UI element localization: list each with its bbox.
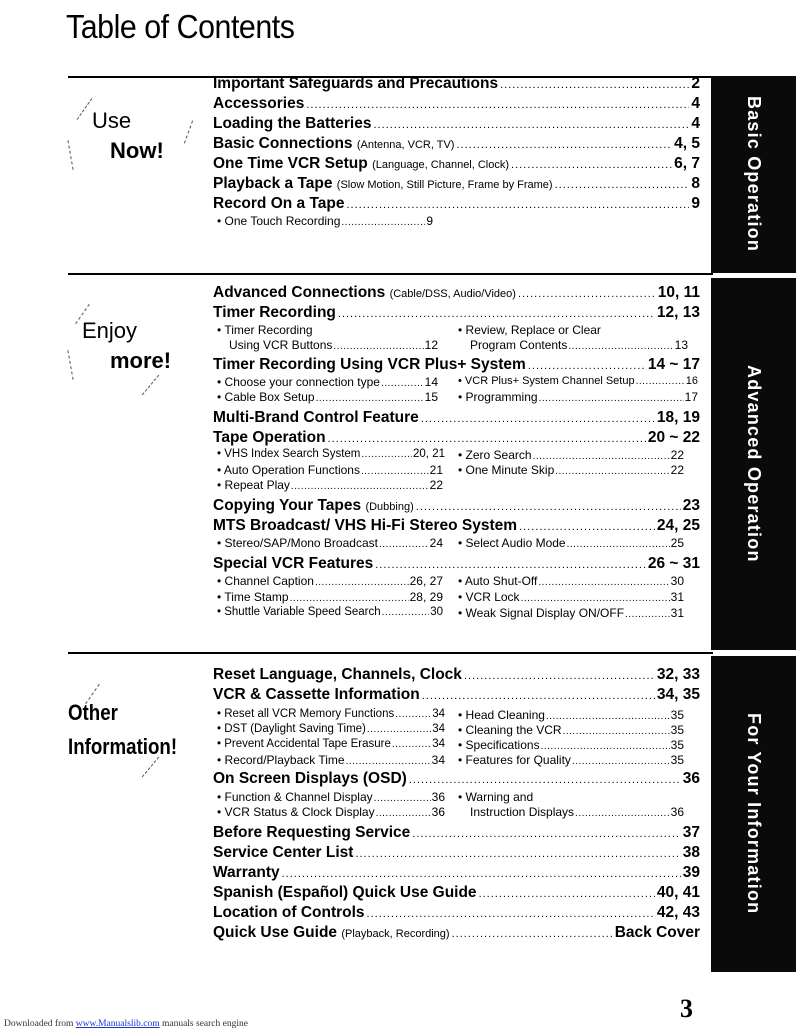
toc-subentry[interactable]: • Timer Recording <box>217 323 313 337</box>
toc-subentry[interactable]: • One Touch Recording ..... 9 <box>217 214 433 228</box>
toc-subentry[interactable]: • VCR Plus+ System Channel Setup ..... 16 <box>458 375 698 387</box>
toc-subentry[interactable]: • Shuttle Variable Speed Search ..... 30 <box>217 606 443 618</box>
section-divider <box>68 652 713 654</box>
toc-entry[interactable]: Playback a Tape (Slow Motion, Still Picture, Frame by Frame) ..... 8 <box>213 175 700 193</box>
toc-subentry[interactable]: • Review, Replace or Clear <box>458 323 601 337</box>
toc-subentry[interactable]: • Zero Search ..... 22 <box>458 448 684 462</box>
section-tab-basic-operation: Basic Operation <box>711 76 796 273</box>
section-tab-advanced-operation: Advanced Operation <box>711 278 796 650</box>
toc-subentry[interactable]: • Prevent Accidental Tape Erasure ..... 34 <box>217 738 445 750</box>
toc-subentry[interactable]: • Select Audio Mode ..... 25 <box>458 536 684 550</box>
toc-entry[interactable]: Warranty ..... 39 <box>213 864 700 882</box>
toc-subentry[interactable]: • One Minute Skip ..... 22 <box>458 463 684 477</box>
toc-entry[interactable]: Quick Use Guide (Playback, Recording) ..... Back Cover <box>213 924 700 942</box>
toc-entry[interactable]: MTS Broadcast/ VHS Hi-Fi Stereo System ..... 24, 25 <box>213 517 700 535</box>
toc-entry[interactable]: Loading the Batteries ..... 4 <box>213 115 700 133</box>
toc-subentry[interactable]: • Cleaning the VCR ..... 35 <box>458 723 684 737</box>
footer-suffix: manuals search engine <box>161 1019 248 1029</box>
page-title: Table of Contents <box>66 8 295 45</box>
toc-subentry[interactable]: • Auto Operation Functions ..... 21 <box>217 463 443 477</box>
toc-subentry[interactable]: • Specifications ..... 35 <box>458 738 684 752</box>
toc-subentry[interactable]: • Cable Box Setup ..... 15 <box>217 390 438 404</box>
toc-entry[interactable]: Spanish (Español) Quick Use Guide ..... 40, 41 <box>213 884 700 902</box>
toc-subentry[interactable]: • Time Stamp ..... 28, 29 <box>217 590 443 604</box>
toc-entry[interactable]: VCR & Cassette Information ..... 34, 35 <box>213 686 700 704</box>
toc-subentry[interactable]: • Programming ..... 17 <box>458 390 698 404</box>
toc-entry[interactable]: Special VCR Features ..... 26 ~ 31 <box>213 555 700 573</box>
toc-entry[interactable]: Advanced Connections (Cable/DSS, Audio/Video) ..... 10, 11 <box>213 284 700 302</box>
toc-subentry[interactable]: • Warning and <box>458 790 534 804</box>
download-footer <box>4 1019 248 1029</box>
decorative-dash <box>77 98 93 120</box>
toc-entry[interactable]: Record On a Tape ..... 9 <box>213 195 700 213</box>
section-tab-for-your-information: For Your Information <box>711 656 796 972</box>
toc-entry[interactable]: One Time VCR Setup (Language, Channel, Clock) ..... 6, 7 <box>213 155 700 173</box>
toc-entry[interactable]: On Screen Displays (OSD) ..... 36 <box>213 770 700 788</box>
toc-entry[interactable]: Basic Connections (Antenna, VCR, TV) ..... 4, 5 <box>213 135 700 153</box>
page-number: 3 <box>680 994 693 1023</box>
toc-entry[interactable]: Timer Recording ..... 12, 13 <box>213 304 700 322</box>
toc-entry[interactable]: Location of Controls ..... 42, 43 <box>213 904 700 922</box>
decorative-dash <box>184 121 193 144</box>
toc-subentry[interactable]: • Auto Shut-Off ..... 30 <box>458 574 684 588</box>
toc-subentry[interactable]: • VCR Status & Clock Display ..... 36 <box>217 805 445 819</box>
toc-subentry[interactable]: • Reset all VCR Memory Functions ..... 34 <box>217 708 445 720</box>
toc-entry[interactable]: Timer Recording Using VCR Plus+ System ..... 14 ~ 17 <box>213 356 700 374</box>
toc-entry[interactable]: Important Safeguards and Precautions ..... 2 <box>213 75 700 93</box>
toc-subentry[interactable]: • DST (Daylight Saving Time) ..... 34 <box>217 723 445 735</box>
decorative-dash <box>142 375 159 396</box>
toc-subentry[interactable]: • Choose your connection type ..... 14 <box>217 375 438 389</box>
section-divider <box>68 273 713 275</box>
decorative-dash <box>67 140 73 170</box>
toc-subentry[interactable]: • Repeat Play ..... 22 <box>217 478 443 492</box>
toc-entry[interactable]: Service Center List ..... 38 <box>213 844 700 862</box>
toc-subentry[interactable]: Program Contents ..... 13 <box>470 338 688 352</box>
toc-entry[interactable]: Reset Language, Channels, Clock ..... 32, 33 <box>213 666 700 684</box>
toc-subentry[interactable]: • Function & Channel Display ..... 36 <box>217 790 445 804</box>
toc-subentry[interactable]: • VHS Index Search System ..... 20, 21 <box>217 448 445 460</box>
footer-prefix: Downloaded from <box>4 1019 74 1029</box>
toc-entry[interactable]: Tape Operation ..... 20 ~ 22 <box>213 429 700 447</box>
decorative-dash <box>67 350 73 380</box>
toc-subentry[interactable]: • Record/Playback Time ..... 34 <box>217 753 445 767</box>
toc-subentry[interactable]: • Stereo/SAP/Mono Broadcast ..... 24 <box>217 536 443 550</box>
toc-subentry[interactable]: • Head Cleaning ..... 35 <box>458 708 684 722</box>
toc-entry[interactable]: Accessories ..... 4 <box>213 95 700 113</box>
toc-subentry[interactable]: Instruction Displays ..... 36 <box>470 805 684 819</box>
toc-subentry[interactable]: • Channel Caption ..... 26, 27 <box>217 574 443 588</box>
footer-link[interactable]: www.Manualslib.com <box>75 1019 160 1029</box>
toc-subentry[interactable]: • Weak Signal Display ON/OFF ..... 31 <box>458 606 684 620</box>
toc-entry[interactable]: Before Requesting Service ..... 37 <box>213 824 700 842</box>
toc-entry[interactable]: Multi-Brand Control Feature ..... 18, 19 <box>213 409 700 427</box>
toc-subentry[interactable]: • Features for Quality ..... 35 <box>458 753 684 767</box>
toc-subentry[interactable]: • VCR Lock ..... 31 <box>458 590 684 604</box>
toc-subentry[interactable]: Using VCR Buttons ..... 12 <box>229 338 438 352</box>
toc-entry[interactable]: Copying Your Tapes (Dubbing) ..... 23 <box>213 497 700 515</box>
